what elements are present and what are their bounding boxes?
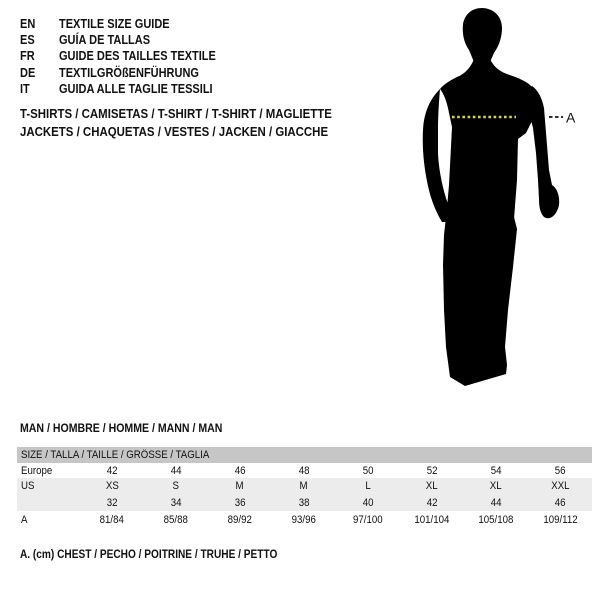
- size-cell: 50: [362, 464, 374, 477]
- language-row-fr: [20, 48, 237, 64]
- man-silhouette: [423, 8, 559, 386]
- size-cell: 44: [170, 464, 182, 477]
- size-row-numeric: [17, 494, 592, 511]
- row-label: [17, 497, 80, 509]
- row-label: A: [21, 513, 28, 526]
- language-row-de: [20, 65, 237, 81]
- language-code: IT: [20, 81, 30, 96]
- measure-label-a: A: [566, 109, 576, 126]
- language-title: GUIDE DES TAILLES TEXTILE: [59, 49, 216, 64]
- size-cell: 85/88: [163, 513, 189, 526]
- language-title: GUÍA DE TALLAS: [59, 33, 151, 48]
- size-cell: 97/100: [353, 513, 383, 526]
- size-cell: 56: [554, 464, 566, 477]
- language-code: ES: [20, 33, 35, 48]
- language-row-en: [20, 16, 237, 32]
- language-row-it: [20, 81, 237, 97]
- garment-line-jackets: JACKETS / CHAQUETAS / VESTES / JACKEN / GIACCHE: [20, 123, 329, 139]
- size-cell: 40: [362, 496, 374, 509]
- size-cell: M: [235, 480, 245, 492]
- size-cell: 46: [234, 464, 246, 477]
- size-cell: 42: [426, 496, 438, 509]
- language-code: DE: [20, 65, 36, 80]
- size-cell: 52: [426, 464, 438, 477]
- size-row-europe: [17, 463, 592, 478]
- size-cell: S: [172, 480, 180, 492]
- measurement-footnote: A. (cm) CHEST / PECHO / POITRINE / TRUHE / PETTO: [20, 549, 278, 561]
- size-table-header: SIZE / TALLA / TAILLE / GRÖSSE / TAGLIA: [17, 447, 592, 463]
- language-title: TEXTILE SIZE GUIDE: [59, 17, 170, 31]
- size-row-chest: [17, 511, 592, 528]
- language-code: FR: [20, 49, 35, 64]
- size-cell: L: [365, 480, 371, 492]
- size-cell: 34: [170, 496, 182, 509]
- size-cell: 46: [554, 496, 566, 509]
- size-row-us: [17, 478, 592, 494]
- size-cell: XXL: [550, 480, 570, 492]
- language-title-list: [20, 16, 237, 97]
- size-cell: 109/112: [542, 513, 578, 526]
- size-cell: 32: [106, 496, 118, 509]
- row-label: US: [21, 480, 35, 492]
- language-title: GUIDA ALLE TAGLIE TESSILI: [59, 81, 213, 96]
- size-cell: 36: [234, 496, 246, 509]
- section-title-man: MAN / HOMBRE / HOMME / MANN / MAN: [20, 421, 223, 435]
- size-cell: 81/84: [99, 513, 125, 526]
- measurement-figure: [413, 5, 578, 390]
- size-cell: XL: [490, 480, 502, 492]
- language-row-es: [20, 32, 237, 48]
- size-cell: 105/108: [478, 513, 514, 526]
- size-cell: 38: [298, 496, 310, 509]
- size-table: [17, 447, 592, 528]
- size-cell: 54: [490, 464, 502, 477]
- garment-type-lines: [20, 105, 374, 140]
- garment-line-tshirts: T-SHIRTS / CAMISETAS / T-SHIRT / T-SHIRT / MAGLIETTE: [20, 106, 332, 121]
- size-cell: 42: [106, 464, 118, 477]
- size-table-gray-band: [17, 478, 592, 511]
- size-cell: 44: [490, 496, 502, 509]
- size-cell: 48: [298, 464, 310, 477]
- language-code: EN: [20, 17, 36, 31]
- size-cell: 89/92: [227, 513, 253, 526]
- size-cell: 101/104: [414, 513, 450, 526]
- language-title: TEXTILGRÖßENFÜHRUNG: [59, 65, 199, 80]
- row-label: Europe: [21, 464, 53, 477]
- size-cell: M: [299, 480, 309, 492]
- size-cell: 93/96: [291, 513, 317, 526]
- size-cell: XL: [426, 480, 438, 492]
- size-cell: XS: [105, 480, 119, 492]
